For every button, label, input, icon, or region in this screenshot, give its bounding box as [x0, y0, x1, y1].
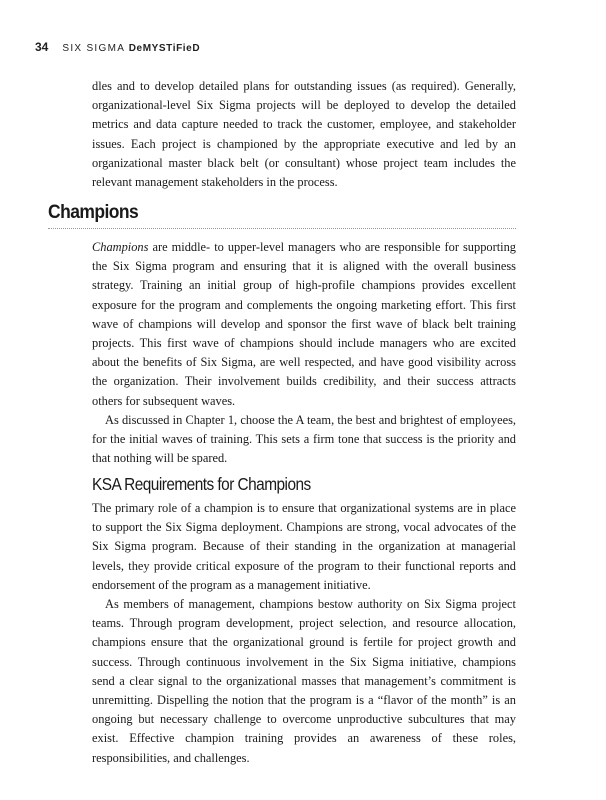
champions-section	[92, 238, 516, 468]
champions-paragraph-2: As discussed in Chapter 1, choose the A team, the best and brightest of employees, for the initial waves of training. This sets a firm tone that success is the priority and that nothing will be spared.	[92, 412, 516, 466]
section-heading-champions: Champions	[48, 202, 139, 223]
champions-paragraph-1-text: are middle- to upper-level managers who are responsible for supporting the Six Sigma program and ensuring that it is aligned with the overall business strategy. Training an initial group of high-profile champions provides excellent exposure for the program and complements the ongoing marketing effort. This first wave of champions will develop and sponsor the first wave of black belt training projects. This first wave of champions should include managers who are excited about the benefits of Six Sigma, are well respected, and have good visibility across the organization. Their involvement builds credibility, and their success attracts others for subsequent waves.	[92, 240, 516, 408]
ksa-paragraph-1: The primary role of a champion is to ensure that organizational systems are in place to support the Six Sigma deployment. Champions are strong, vocal advocates of the Six Sigma program. Because of their standing in the organization at managerial levels, they provide critical exposure of the program to their functional reports and endorsement of the program as a management initiative.	[92, 501, 516, 592]
subsection-heading-ksa: KSA Requirements for Champions	[92, 474, 311, 494]
running-head	[35, 40, 200, 54]
intro-block	[92, 77, 516, 192]
champions-paragraph-1	[92, 238, 516, 411]
champions-term: Champions	[92, 240, 149, 254]
book-title: SIX SIGMA	[62, 43, 125, 54]
ksa-section	[92, 499, 516, 768]
ksa-paragraph-2: As members of management, champions bestow authority on Six Sigma project teams. Through program development, project selection, and resource allocation, champions ensure that the organizational ground is fertile for project growth and success. Through continuous involvement in the Six Sigma initiative, champions send a clear signal to the organizational masses that management’s commitment is unremitting. Dispelling the notion that the program is a “flavor of the month” is an ongoing but necessary challenge to overcome unproductive subcultures that may exist. Effective champion training provides an awareness of these roles, responsibilities, and challenges.	[92, 597, 516, 765]
book-title-emphasis: DeMYSTiFieD	[128, 43, 201, 54]
heading-divider	[48, 228, 516, 229]
page-number: 34	[35, 40, 49, 54]
intro-paragraph: dles and to develop detailed plans for outstanding issues (as required). Generally, organizational-level Six Sigma projects will be deployed to develop the detailed metrics and data capture needed to track the customer, employee, and stakeholder issues. Each project is championed by the appropriate executive and led by an organizational master black belt (or consultant) whose project team includes the relevant management stakeholders in the process.	[92, 79, 516, 190]
